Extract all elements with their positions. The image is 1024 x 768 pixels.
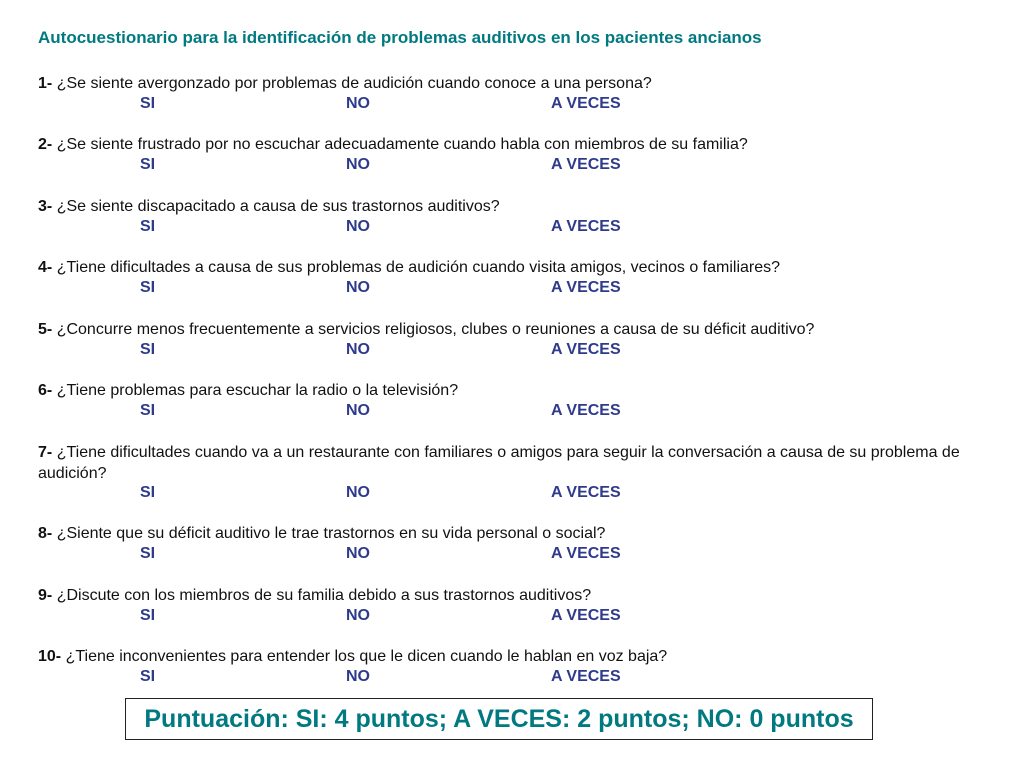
question-8 <box>38 524 968 565</box>
answer-options <box>38 218 968 238</box>
option-si: SI <box>140 278 156 296</box>
option-a-veces: A VECES <box>551 217 621 235</box>
question-number: 5- <box>38 321 53 338</box>
question-text <box>38 135 968 156</box>
answer-options <box>38 607 968 627</box>
option-a-veces: A VECES <box>551 667 621 685</box>
option-si: SI <box>140 155 156 173</box>
question-7 <box>38 443 968 504</box>
question-number: 4- <box>38 259 53 276</box>
question-4 <box>38 258 968 299</box>
question-text <box>38 381 968 402</box>
question-5 <box>38 320 968 361</box>
question-number: 2- <box>38 136 53 153</box>
score-box: Puntuación: SI: 4 puntos; A VECES: 2 puntos; NO: 0 puntos <box>125 698 873 740</box>
question-label: ¿Se siente discapacitado a causa de sus trastornos auditivos? <box>56 198 500 215</box>
option-no: NO <box>346 94 370 112</box>
question-text <box>38 258 968 279</box>
question-text <box>38 74 968 95</box>
option-no: NO <box>346 606 370 624</box>
question-label: ¿Siente que su déficit auditivo le trae trastornos en su vida personal o social? <box>56 525 606 542</box>
option-a-veces: A VECES <box>551 340 621 358</box>
question-10 <box>38 647 968 688</box>
option-a-veces: A VECES <box>551 606 621 624</box>
option-a-veces: A VECES <box>551 484 621 501</box>
question-text <box>38 320 968 341</box>
question-label: ¿Concurre menos frecuentemente a servicios religiosos, clubes o reuniones a causa de su déficit auditivo? <box>56 321 815 338</box>
question-label: ¿Se siente frustrado por no escuchar adecuadamente cuando habla con miembros de su familia? <box>56 136 748 153</box>
question-number: 1- <box>38 75 53 92</box>
question-label: ¿Tiene inconvenientes para entender los que le dicen cuando le hablan en voz baja? <box>65 648 668 665</box>
option-no: NO <box>346 278 370 296</box>
question-number: 7- <box>38 444 53 461</box>
question-label: ¿Tiene dificultades cuando va a un restaurante con familiares o amigos para seguir la conversación a causa de su problema de audición? <box>38 444 960 482</box>
question-text <box>38 647 968 668</box>
option-si: SI <box>140 340 156 358</box>
question-text <box>38 586 968 607</box>
answer-options <box>38 484 968 504</box>
option-no: NO <box>346 401 370 419</box>
question-label: ¿Tiene problemas para escuchar la radio o la televisión? <box>56 382 459 399</box>
option-si: SI <box>140 606 156 624</box>
question-number: 9- <box>38 587 53 604</box>
option-si: SI <box>140 544 156 562</box>
answer-options <box>38 402 968 422</box>
question-label: ¿Se siente avergonzado por problemas de audición cuando conoce a una persona? <box>56 75 652 92</box>
question-9 <box>38 586 968 627</box>
question-text <box>38 443 968 484</box>
option-si: SI <box>140 217 156 235</box>
answer-options <box>38 668 968 688</box>
question-label: ¿Discute con los miembros de su familia debido a sus trastornos auditivos? <box>56 587 592 604</box>
option-no: NO <box>346 484 370 501</box>
answer-options <box>38 156 968 176</box>
page-title: Autocuestionario para la identificación de problemas auditivos en los pacientes ancianos <box>38 28 762 47</box>
option-no: NO <box>346 544 370 562</box>
answer-options <box>38 95 968 115</box>
option-a-veces: A VECES <box>551 278 621 296</box>
question-number: 6- <box>38 382 53 399</box>
question-number: 3- <box>38 198 53 215</box>
answer-options <box>38 341 968 361</box>
option-a-veces: A VECES <box>551 155 621 173</box>
option-no: NO <box>346 217 370 235</box>
option-a-veces: A VECES <box>551 401 621 419</box>
question-1 <box>38 74 968 115</box>
question-text <box>38 197 968 218</box>
question-number: 8- <box>38 525 53 542</box>
question-3 <box>38 197 968 238</box>
option-si: SI <box>140 94 156 112</box>
question-label: ¿Tiene dificultades a causa de sus problemas de audición cuando visita amigos, vecinos o familiares? <box>56 259 781 276</box>
option-no: NO <box>346 340 370 358</box>
option-no: NO <box>346 667 370 685</box>
option-a-veces: A VECES <box>551 94 621 112</box>
option-si: SI <box>140 401 156 419</box>
question-6 <box>38 381 968 422</box>
option-si: SI <box>140 484 156 501</box>
option-a-veces: A VECES <box>551 544 621 562</box>
question-number: 10- <box>38 648 62 665</box>
option-no: NO <box>346 155 370 173</box>
question-text <box>38 524 968 545</box>
option-si: SI <box>140 667 156 685</box>
question-2 <box>38 135 968 176</box>
answer-options <box>38 545 968 565</box>
answer-options <box>38 279 968 299</box>
